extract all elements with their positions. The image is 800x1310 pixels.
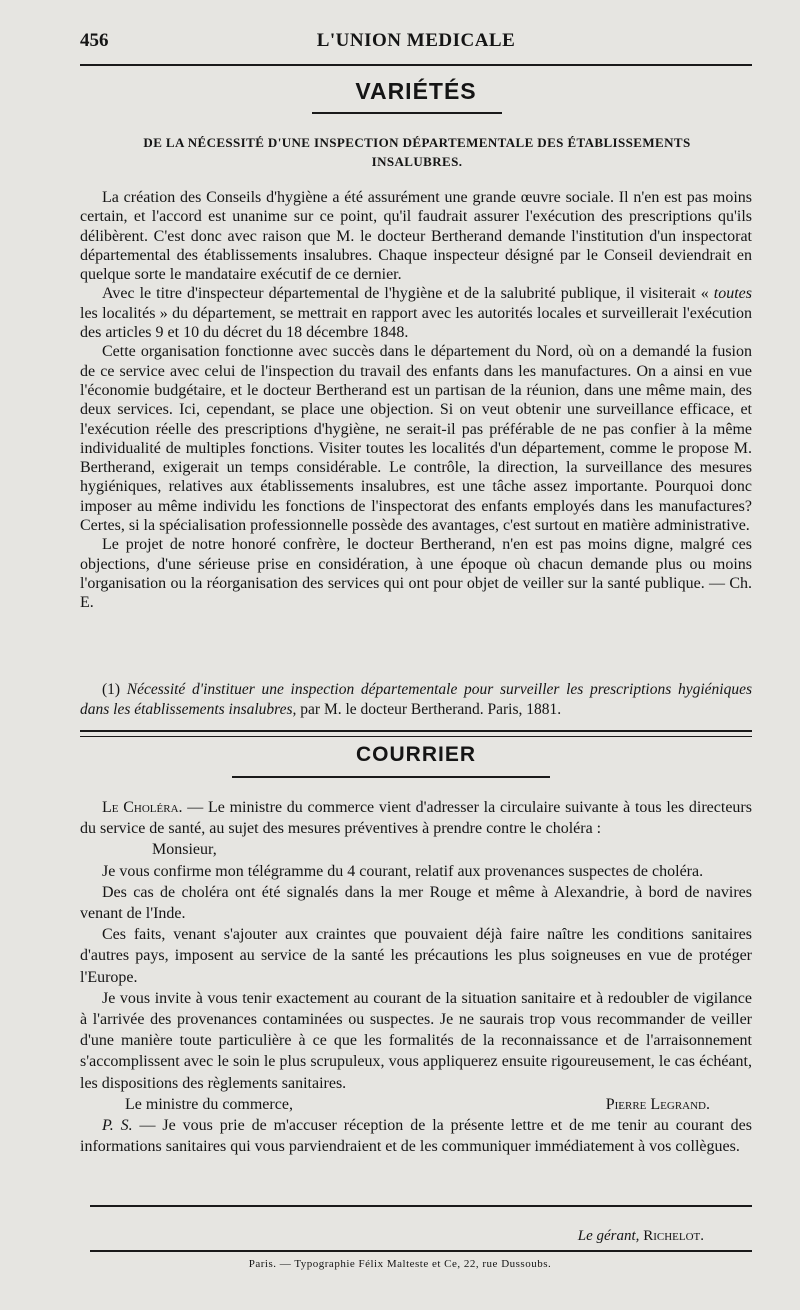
letter-postscript xyxy=(80,1115,752,1157)
ps-label: P. S. xyxy=(102,1116,133,1134)
article-paragraph: Le projet de notre honoré confrère, le docteur Bertherand, n'en est pas moins digne, malgré ces objections, d'une sérieuse prise en considération, à une époque où chacun demande plus ou moins l'organisation ou la réorganisation des services qui ont pour objet de veiller sur la santé publique. — Ch. E. xyxy=(80,536,752,612)
header-rule xyxy=(80,64,752,66)
courrier-heading: COURRIER xyxy=(355,743,476,766)
lead-text: — Le ministre du commerce vient d'adresser la circulaire suivante à tous les directeurs du service de santé, au sujet des mesures préventives à prendre contre le choléra : xyxy=(80,799,752,838)
footer-rule-top xyxy=(90,1205,752,1207)
courrier-body xyxy=(80,797,752,1157)
signoff-title: Le ministre du commerce, xyxy=(125,1095,293,1113)
section-rule-bottom xyxy=(80,736,752,737)
footnote-title: Nécessité d'instituer une inspection départementale pour surveiller les prescriptions hygiéniques dans les établissements insalubres, xyxy=(80,681,752,718)
letter-paragraph: Ces faits, venant s'ajouter aux craintes que pouvaient déjà faire naître les conditions sanitaires d'autres pays, imposent au service de la santé les précautions les plus soigneuses en vue de protéger l'Europe. xyxy=(80,926,752,986)
ps-text: — Je vous prie de m'accuser réception de la présente lettre et de me tenir au courant des informations sanitaires qui vous parviendraient et de les communiquer immédiatement à vos collègues. xyxy=(80,1116,752,1156)
letter-paragraph: Des cas de choléra ont été signalés dans la mer Rouge et même à Alexandrie, à bord de navires venant de l'Inde. xyxy=(80,883,752,923)
gerant-label: Le gérant, xyxy=(577,1228,640,1244)
footnote xyxy=(80,680,752,720)
footnote-citation: par M. le docteur Bertherand. Paris, 1881. xyxy=(296,701,562,718)
journal-title: L'UNION MEDICALE xyxy=(316,30,516,51)
letter-signoff xyxy=(80,1094,752,1115)
varietes-heading: VARIÉTÉS xyxy=(355,78,477,104)
courrier-heading-rule xyxy=(232,776,550,778)
article-title: DE LA NÉCESSITÉ D'UNE INSPECTION DÉPARTEMENTALE DES ÉTABLISSEMENTS INSALUBRES. xyxy=(143,135,691,169)
article-text: les localités » du département, se mettrait en rapport avec les autorités locales et surveillerait l'exécution des articles 9 et 10 du décret du 18 décembre 1848. xyxy=(80,304,752,342)
article-paragraph: Cette organisation fonctionne avec succès dans le département du Nord, où on a demandé la fusion de ce service avec celui de l'inspection du travail des enfants dans les manufactures. On a ainsi en vue l'économie budgétaire, et le docteur Bertherand est un partisan de la réunion, dans une même main, des deux services. Ici, cependant, se place une objection. Si on veut obtenir une surveillance efficace, et l'exécution réelle des prescriptions d'hygiène, ne serait-il pas préférable de ne pas confier à la même individualité de multiples fonctions. Visiter toutes les localités d'un département, comme le propose M. Bertherand, exigerait un temps considérable. Le contrôle, la direction, la surveillance des mesures hygiéniques, relatives aux établissements insalubres, est une tâche assez importante. Pourquoi donc imposer au même individu les fonctions de l'inspectorat des enfants employés dans les manufactures? Certes, si la spécialisation professionnelle possède des avantages, c'est surtout en matière administrative. xyxy=(80,343,752,535)
page-header xyxy=(80,28,752,58)
article-paragraph xyxy=(80,284,752,342)
gerant-signature xyxy=(578,1228,704,1245)
letter-paragraph: Je vous invite à vous tenir exactement au courant de la situation sanitaire et à redoubler de vigilance à l'arrivée des provenances contaminées ou suspectes. Je ne saurais trop vous recommander de veiller d'une manière toute particulière à ce que les formalités de la reconnaissance et de l'arraisonnement s'accomplissent avec le soin le plus scrupuleux, vous appliquerez ensuite rigoureusement, le cas échéant, les dispositions des règlements sanitaires. xyxy=(80,989,752,1092)
page-number: 456 xyxy=(80,30,109,51)
footnote-marker: (1) xyxy=(102,681,121,698)
varietes-article-body xyxy=(80,188,752,613)
letter-paragraph: Je vous confirme mon télégramme du 4 courant, relatif aux provenances suspectes de choléra. xyxy=(102,862,704,880)
courrier-lead xyxy=(80,797,752,839)
letter-salutation: Monsieur, xyxy=(152,841,217,859)
article-text: Avec le titre d'inspecteur départemental de l'hygiène et de la salubrité publique, il visiterait « xyxy=(102,285,714,303)
article-paragraph: La création des Conseils d'hygiène a été assurément une grande œuvre sociale. Il n'en est pas moins certain, et l'accord est unanime sur ce point, qu'il faudrait assurer l'exécution des prescriptions qu'ils délibèrent. C'est donc avec raison que M. le docteur Bertherand demande l'institution d'un inspectorat départemental des établissements insalubres. Chaque inspecteur désigné par le Conseil deviendrait en quelque sorte le mandataire exécutif de ce dernier. xyxy=(80,189,752,284)
section-rule-top xyxy=(80,730,752,732)
signoff-name: Pierre Legrand. xyxy=(605,1095,710,1113)
footer-rule-bottom xyxy=(90,1250,752,1252)
varietes-heading-rule xyxy=(312,112,502,114)
emphasis-text: toutes xyxy=(713,285,752,303)
printer-imprint: Paris. — Typographie Félix Malteste et Ce, 22, rue Dussoubs. xyxy=(248,1258,552,1270)
lead-label: Le Choléra. xyxy=(102,799,183,816)
gerant-name: Richelot. xyxy=(643,1228,704,1244)
